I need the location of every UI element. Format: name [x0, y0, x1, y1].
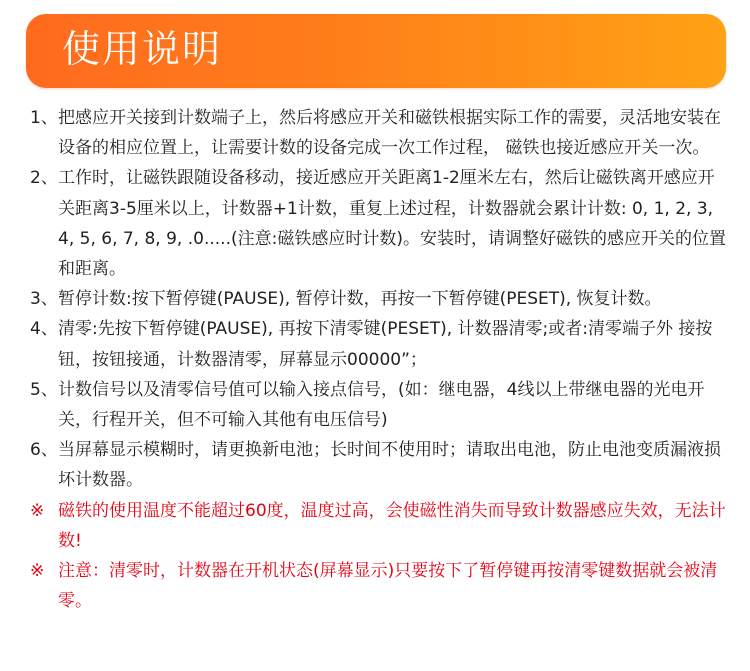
instruction-item-5	[30, 375, 730, 435]
instruction-number: 2、	[30, 168, 58, 189]
instruction-text: 工作时，让磁铁跟随设备移动，接近感应开关距离1-2厘米左右，然后让磁铁离开感应开关距离3-5厘米以上，计数器+1计数，重复上述过程，计数器就会累计计数: 0, 1, 2, 3, 4, 5, 6, 7, 8, 9, .0.....(注意:磁铁感应时计数)。安装时，请调整好磁铁的感应开关的位置和距离。	[58, 168, 726, 280]
header-banner	[26, 14, 726, 88]
instruction-text: 当屏幕显示模糊时，请更换新电池；长时间不使用时；请取出电池，防止电池变质漏液损坏计数器。	[58, 440, 721, 491]
page-title: 使用说明	[62, 27, 223, 71]
instruction-item-6	[30, 435, 730, 495]
instruction-text: 清零:先按下暂停键(PAUSE), 再按下清零键(PESET), 计数器清零;或者:清零端子外 接按钮，按钮接通，计数器清零，屏幕显示00000”；	[58, 319, 713, 370]
instruction-text: 暂停计数:按下暂停键(PAUSE), 暂停计数，再按一下暂停键(PESET), 恢复计数。	[58, 289, 662, 310]
instruction-item-2	[30, 163, 730, 284]
instruction-number: 4、	[30, 319, 58, 340]
instruction-number: 1、	[30, 108, 58, 128]
note-text: 注意：清零时，计数器在开机状态(屏幕显示)只要按下了暂停键再按清零键数据就会被清零。	[58, 561, 718, 612]
instruction-number: 6、	[30, 440, 58, 461]
instruction-number: 3、	[30, 289, 58, 310]
warning-note-reset	[30, 556, 730, 616]
instruction-item-4	[30, 314, 730, 374]
note-symbol: ※	[30, 500, 45, 521]
instructions-content	[30, 103, 730, 616]
note-text: 磁铁的使用温度不能超过60度，温度过高，会使磁性消失而导致计数器感应失效，无法计数!	[58, 500, 726, 551]
instruction-number: 5、	[30, 379, 58, 400]
instruction-text: 计数信号以及清零信号值可以输入接点信号，(如：继电器，4线以上带继电器的光电开关，行程开关，但不可输入其他有电压信号)	[58, 379, 705, 431]
instruction-item-1	[30, 103, 730, 163]
warning-note-temperature	[30, 496, 730, 556]
instruction-item-3	[30, 284, 730, 314]
instruction-text: 把感应开关接到计数端子上，然后将感应开关和磁铁根据实际工作的需要，灵活地安装在设备的相应位置上，让需要计数的设备完成一次工作过程， 磁铁也接近感应开关一次。	[58, 108, 721, 159]
note-symbol: ※	[30, 561, 45, 582]
